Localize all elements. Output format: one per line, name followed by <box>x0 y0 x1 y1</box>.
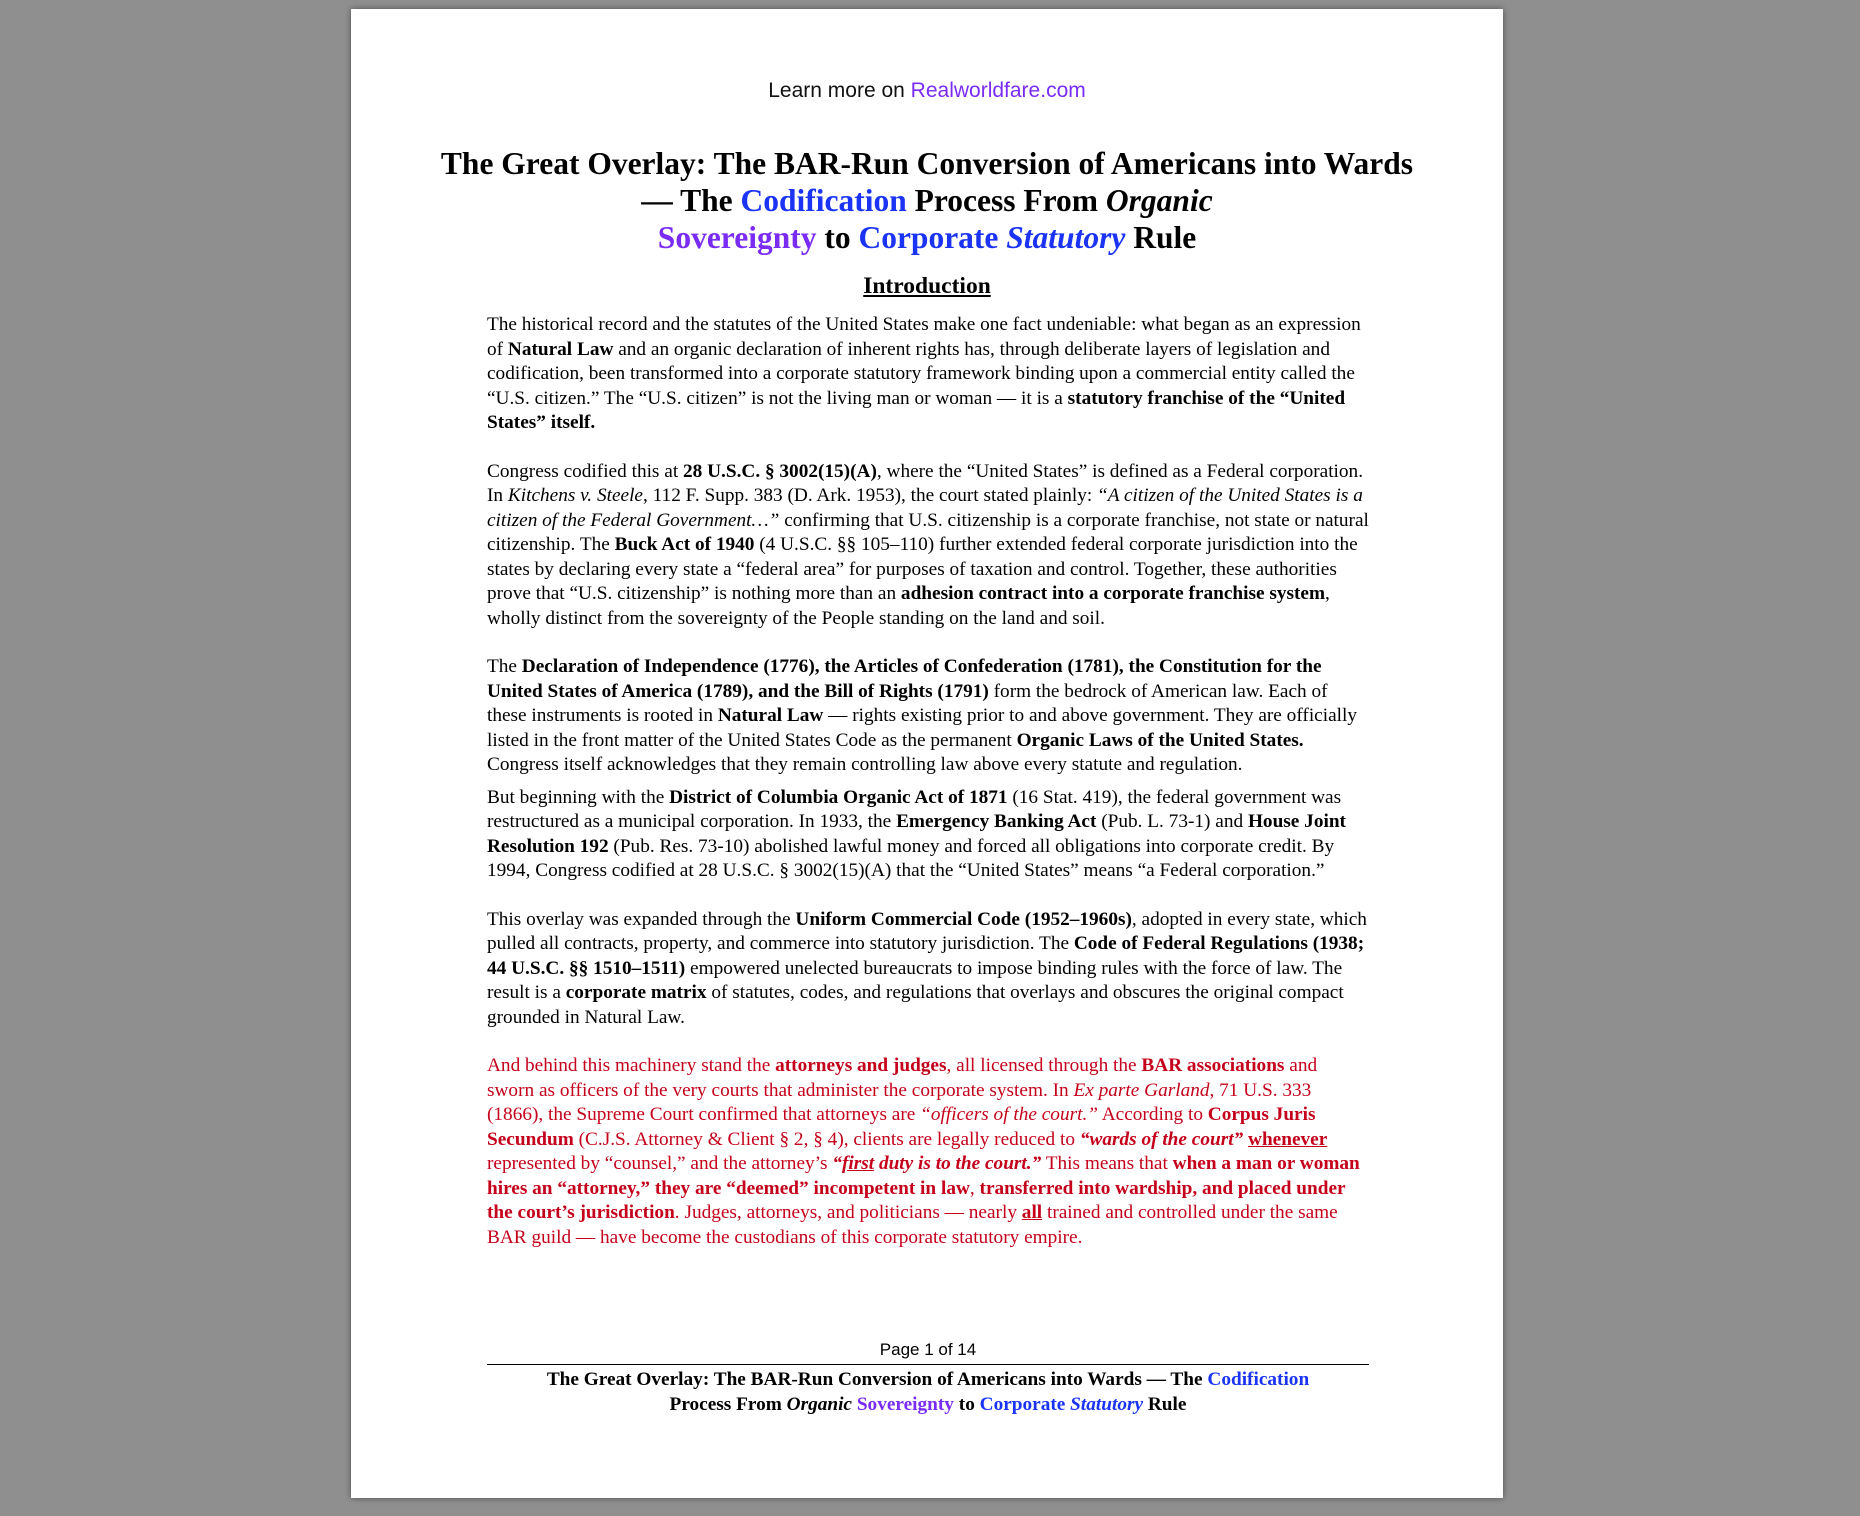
title-part: Rule <box>1133 220 1197 255</box>
title-corporate: Corporate <box>858 220 999 255</box>
paragraph-2: Congress codified this at 28 U.S.C. § 3002(15)(A), where the “United States” is defined as a Federal corporation. In Kitchens v. Steele, 112 F. Supp. 383 (D. Ark. 1953), the court stated plainly: “A citizen of the United States is a citizen of the Federal Government…” confirming that U.S. citizenship is a corporate franchise, not state or natural citizenship. The Buck Act of 1940 (4 U.S.C. §§ 105–110) further extended federal corporate jurisdiction into the states by declaring every state a “federal area” for purposes of taxation and control. Together, these authorities prove that “U.S. citizenship” is nothing more than an adhesion contract into a corporate franchise system, wholly distinct from the sovereignty of the People standing on the land and soil. <box>487 460 1369 629</box>
section-heading: Introduction <box>863 273 991 299</box>
paragraph-4: But beginning with the District of Columbia Organic Act of 1871 (16 Stat. 419), the federal government was restructured as a municipal corporation. In 1933, the Emergency Banking Act (Pub. L. 73-1) and House Joint Resolution 192 (Pub. Res. 73-10) abolished lawful money and forced all obligations into corporate credit. By 1994, Congress codified at 28 U.S.C. § 3002(15)(A) that the “United States” means “a Federal corporation.” <box>487 786 1346 881</box>
title-sovereignty: Sovereignty <box>657 220 817 255</box>
website-link[interactable]: Realworldfare.com <box>910 79 1086 102</box>
paragraph-1: The historical record and the statutes of the United States make one fact undeniable: what began as an expression of Natural Law and an organic declaration of inherent rights has, through deliberate layers of legislation and codification, been transformed into a corporate statutory framework binding upon a commercial entity called the “U.S. citizen.” The “U.S. citizen” is not the living man or woman — it is a statutory franchise of the “United States” itself. <box>487 314 1361 433</box>
document-title <box>431 145 1423 256</box>
title-part: to <box>824 220 851 255</box>
page-header <box>351 79 1503 103</box>
paragraph-5: This overlay was expanded through the Uniform Commercial Code (1952–1960s), adopted in every state, which pulled all contracts, property, and commerce into statutory jurisdiction. The Code of Federal Regulations (1938; 44 U.S.C. §§ 1510–1511) empowered unelected bureaucrats to impose binding rules with the force of law. The result is a corporate matrix of statutes, codes, and regulations that overlays and obscures the original compact grounded in Natural Law. <box>487 908 1367 1028</box>
title-part: Process From <box>914 183 1099 218</box>
title-statutory: Statutory <box>1006 220 1126 255</box>
header-prefix: Learn more on <box>768 79 905 102</box>
paragraph-3: The Declaration of Independence (1776), the Articles of Confederation (1781), the Constitution for the United States of America (1789), and the Bill of Rights (1791) form the bedrock of American law. Each of these instruments is rooted in Natural Law — rights existing prior to and above government. They are officially listed in the front matter of the United States Code as the permanent Organic Laws of the United States. Congress itself acknowledges that they remain controlling law above every statute and regulation. <box>487 656 1357 775</box>
page-number: Page 1 of 14 <box>879 1340 977 1359</box>
footer-title: The Great Overlay: The BAR-Run Conversion of Americans into Wards — The Codification Process From Organic Sovereignty to Corporate Statutory Rule <box>546 1369 1310 1415</box>
page-footer <box>487 1340 1369 1417</box>
title-organic: Organic <box>1105 183 1213 218</box>
paragraph-6: And behind this machinery stand the attorneys and judges, all licensed through the BAR associations and sworn as officers of the very courts that administer the corporate system. In Ex parte Garland, 71 U.S. 333 (1866), the Supreme Court confirmed that attorneys are “officers of the court.” According to Corpus Juris Secundum (C.J.S. Attorney & Client § 2, § 4), clients are legally reduced to “wards of the court” whenever represented by “counsel,” and the attorney’s “first duty is to the court.” This means that when a man or woman hires an “attorney,” they are “deemed” incompetent in law, transferred into wardship, and placed under the court’s jurisdiction. Judges, attorneys, and politicians — nearly all trained and controlled under the same BAR guild — have become the custodians of this corporate statutory empire. <box>487 1055 1360 1248</box>
document-body <box>487 313 1369 1250</box>
title-part: The Great Overlay: The BAR-Run Conversion of Americans into Wards — The <box>440 146 1414 218</box>
title-codification: Codification <box>740 183 907 218</box>
document-page <box>351 9 1503 1498</box>
footer-divider <box>487 1364 1369 1365</box>
